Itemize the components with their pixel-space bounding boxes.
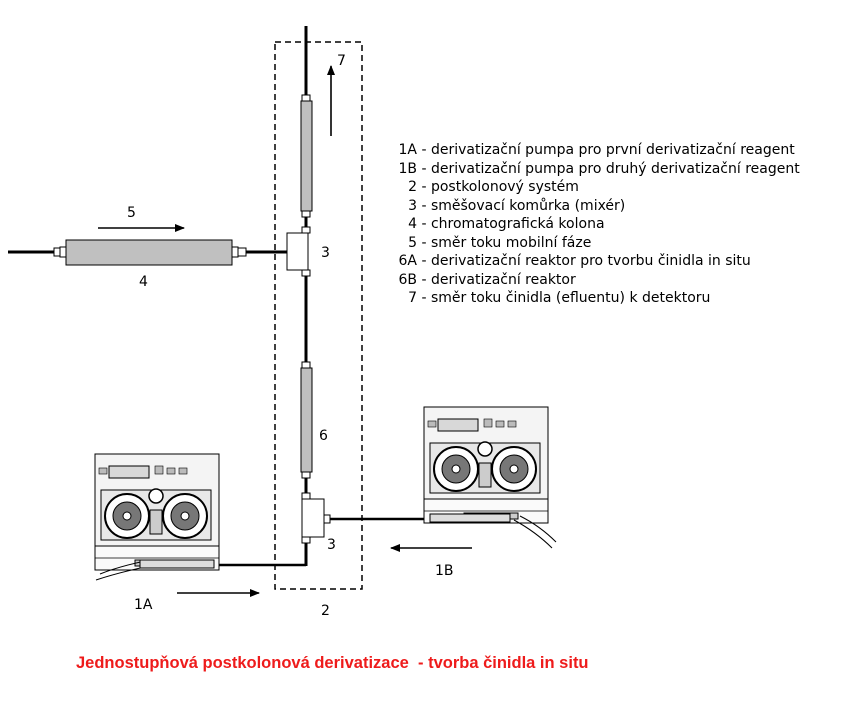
label-2: 2 (321, 603, 330, 619)
label-7: 7 (337, 53, 346, 69)
reactor-6A (301, 101, 312, 211)
legend-text: derivatizační pumpa pro první derivatizační reagent (430, 142, 795, 158)
legend-text: derivatizační reaktor (430, 271, 576, 288)
legend-row: 7 - směr toku činidla (efluentu) k detektoru (393, 289, 800, 308)
legend-row: 1B - derivatizační pumpa pro druhý derivatizační reagent (393, 160, 800, 179)
legend-key: 1A (398, 142, 417, 158)
label-3-top: 3 (321, 245, 330, 261)
label-1B: 1B (435, 563, 454, 579)
legend-row: 1A - derivatizační pumpa pro první derivatizační reagent (393, 141, 800, 160)
legend-text: postkolonový systém (430, 179, 579, 195)
legend-key: 6B (398, 271, 417, 288)
legend-text: derivatizační pumpa pro druhý derivatizační reagent (430, 160, 800, 177)
legend-key: 2 (408, 179, 417, 195)
legend-row: 4 - chromatografická kolona (393, 215, 800, 234)
mixer-top (287, 233, 308, 270)
legend-text: směr toku mobilní fáze (430, 234, 592, 251)
reactor-6B (301, 368, 312, 472)
legend-key: 5 (408, 234, 417, 251)
legend-row: 2 - postkolonový systém (393, 178, 800, 197)
peristaltic-pump-icon (424, 407, 548, 523)
legend-row: 5 - směr toku mobilní fáze (393, 234, 800, 253)
legend (393, 141, 800, 308)
legend-row: 6A - derivatizační reaktor pro tvorbu činidla in situ (393, 252, 800, 271)
legend-key: 7 (408, 290, 417, 306)
legend-text: směšovací komůrka (mixér) (430, 197, 626, 214)
mixer-bottom (302, 499, 324, 537)
legend-text: derivatizační reaktor pro tvorbu činidla in situ (430, 253, 751, 269)
legend-text: směr toku činidla (efluentu) k detektoru (430, 290, 711, 306)
peristaltic-pump-icon (95, 454, 219, 570)
legend-key: 4 (408, 216, 417, 232)
legend-key: 3 (408, 197, 417, 214)
label-5: 5 (127, 205, 136, 221)
legend-key: 1B (398, 160, 417, 177)
legend-row: 3 - směšovací komůrka (mixér) (393, 197, 800, 216)
label-3-bottom: 3 (327, 537, 336, 553)
diagram-caption: Jednostupňová postkolonová derivatizace - tvorba činidla in situ (76, 654, 589, 672)
legend-row: 6B - derivatizační reaktor (393, 271, 800, 290)
column-4 (66, 240, 232, 265)
label-1A: 1A (134, 597, 153, 613)
label-6: 6 (319, 428, 328, 444)
legend-key: 6A (398, 253, 417, 269)
legend-text: chromatografická kolona (430, 216, 605, 232)
label-4: 4 (139, 274, 148, 290)
